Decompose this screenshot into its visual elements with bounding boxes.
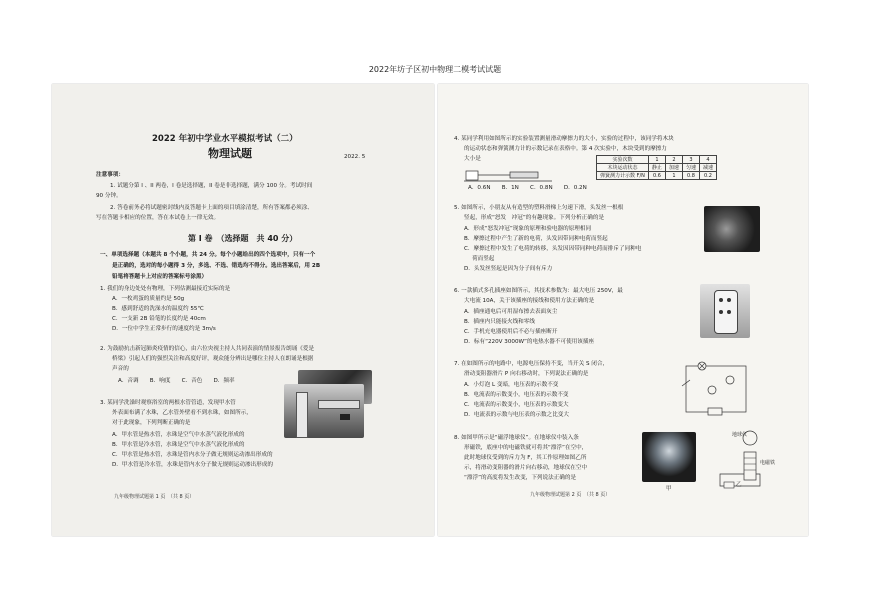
exam-title: 2022 年初中学业水平模拟考试（二）	[152, 134, 298, 144]
subject-title: 物理试题	[208, 147, 252, 160]
question-3-line-3: 对于此现象，下列判断正确的是	[112, 420, 191, 426]
question-6-option-a: A．插座通电后可用湿布擦去表面灰尘	[464, 309, 558, 315]
table-cell: 1	[665, 172, 682, 180]
question-7-option-a: A．小灯泡 L 变暗，电压表的示数不变	[464, 382, 559, 388]
note-1-line-2: 90 分钟。	[96, 193, 122, 199]
question-5-option-b: B．摩擦过程中产生了新的电荷，头发因带同种电荷而竖起	[464, 236, 608, 242]
question-8-line-2: 形磁铁，底座中的电磁铁就可将其“漂浮”在空中，	[464, 445, 588, 451]
water-pipe-photo	[284, 384, 364, 438]
figure-8-label-yi: 乙	[736, 482, 742, 488]
question-5-option-a: A．形成“怒发冲冠”现象的原理和验电器的原理相同	[464, 226, 592, 232]
table-row	[597, 156, 717, 164]
question-2-line-3: 声音的	[112, 366, 129, 372]
table-header: 3	[682, 156, 699, 164]
exam-page-1	[52, 84, 434, 536]
figure-8-label-jia: 甲	[666, 486, 672, 492]
table-cell: 0.8	[682, 172, 699, 180]
question-3-option-c: C．甲水管是热水管，水珠是管内水分子做无规则运动渗出形成的	[112, 452, 273, 458]
question-3-line-2: 外表面布满了水珠，乙水管外壁看不到水珠，如图所示，	[112, 410, 252, 416]
question-4-line-3: 大小是	[464, 156, 481, 162]
question-7-line-1: 7. 在如图所示的电路中，电源电压保持不变，当开关 S 闭合，	[454, 361, 609, 367]
question-4-options: A．0.6N B．1N C．0.8N D．0.2N	[468, 185, 587, 191]
question-1-option-a: A．一枚鸡蛋的质量约是 50g	[112, 296, 185, 302]
friction-apparatus-figure	[464, 166, 554, 184]
question-6-line-2: 大电流 10A，关于该插座的接线和使用方法正确的是	[464, 298, 595, 304]
page-1-footer: 九年级物理试题第 1 页 （共 8 页）	[114, 494, 195, 500]
table-header: 1	[648, 156, 665, 164]
question-6-option-b: B．插座内只能接火线和零线	[464, 319, 535, 325]
figure-8-label-globe: 地球仪	[732, 432, 748, 438]
question-5-line-2: 竖起，形成“怒发 冲冠”的有趣现象。下列分析正确的是	[464, 215, 605, 221]
question-2-line-1: 2. 为鼓励抗击新冠肺炎疫情的信心，由六位央视主持人共同表演的情景报告朗诵《爱是	[100, 346, 315, 352]
table-cell: 弹簧测力计示数 F/N	[597, 172, 649, 180]
question-6-option-c: C．手机充电器使用后不必与插座断开	[464, 329, 558, 335]
table-cell: 0.6	[648, 172, 665, 180]
section-heading: 第 I 卷 （选择题 共 40 分）	[188, 234, 298, 243]
table-row	[597, 172, 717, 180]
question-3-option-b: B．甲水管是冷水管，水珠是空气中水蒸气液化形成的	[112, 442, 245, 448]
question-6-option-d: D．标有“220V 3000W”的电热水器不可使用该插座	[464, 339, 595, 345]
question-8-line-5: “漂浮”的高度将发生改变，下列说法正确的是	[464, 475, 577, 481]
question-3-option-d: D．甲水管是冷水管，水珠是管内水分子做无规则运动渗出形成的	[112, 462, 273, 468]
figure-8-label-magnet: 电磁铁	[760, 460, 776, 466]
table-cell: 木块运动状态	[597, 164, 649, 172]
circuit-diagram	[678, 356, 756, 420]
experiment-table	[596, 155, 717, 180]
question-2-line-2: 桥梁》引起人们的强烈关注和高度好评，观众能分辨出是哪位主持人在朗诵是根据	[112, 356, 314, 362]
hair-static-photo	[704, 206, 760, 252]
question-1-option-d: D．一位中学生正常步行的速度约是 3m/s	[112, 326, 216, 332]
part-1-instruction-2: 是正确的，选对的每小题得 3 分，多选、不选、错选均不得分。选出答案后，用 2B	[112, 263, 321, 269]
question-7-option-d: D．电流表的示数与电压表的示数之比变大	[464, 412, 569, 418]
note-2-line-2: 写在答题卡相应的位置，答在本试卷上一律无效。	[96, 215, 220, 221]
question-1-option-c: C．一支新 2B 铅笔的长度约是 40cm	[112, 316, 206, 322]
question-5-line-1: 5. 如图所示，小朋友从有造型的塑料滑梯上匀速下滑，头发丝一根根	[454, 205, 624, 211]
maglev-globe-photo	[642, 432, 696, 482]
note-2-line-1: 2. 答卷前务必将试题密封线内及答题卡上面的项目填涂清楚，所有答案都必须涂、	[110, 205, 313, 211]
power-strip-photo	[700, 284, 750, 338]
note-1-line-1: 1. 试题分第 I 、II 两卷，I 卷是选择题，II 卷是非选择题，满分 100 分。考试时间	[110, 183, 313, 189]
notes-title: 注意事项：	[96, 172, 124, 178]
question-4-line-2: 的运动状态和弹簧测力计的示数记录在表格中。第 4 次实验中，木块受到的摩擦力	[464, 146, 667, 152]
table-header: 2	[665, 156, 682, 164]
table-header: 实验次数	[597, 156, 649, 164]
question-1-option-b: B．感到舒适的洗澡水的温度约 55℃	[112, 306, 204, 312]
page-2-footer: 九年级物理试题第 2 页 （共 8 页）	[530, 492, 611, 498]
exam-date: 2022. 5	[344, 154, 366, 160]
table-header: 4	[699, 156, 716, 164]
question-7-line-2: 滑动变阻器滑片 P 向右移动时，下列说法正确的是	[464, 371, 589, 377]
question-5-option-d: D．头发丝竖起是因为分子间有斥力	[464, 266, 553, 272]
question-2-options: A．音调 B．响度 C．音色 D．频率	[118, 378, 235, 384]
table-cell: 0.2	[699, 172, 716, 180]
table-cell: 加速	[665, 164, 682, 172]
exam-page-2	[438, 84, 808, 536]
question-5-option-c-line-2: 荷而竖起	[472, 256, 495, 262]
question-6-line-1: 6. 一款插式多孔插座如图所示，其技术参数为：最大电压 250V，最	[454, 288, 623, 294]
question-8-line-4: 示，将滑动变阻器的滑片向右移动，地球仪在空中	[464, 465, 588, 471]
table-row	[597, 164, 717, 172]
document-title: 2022年坊子区初中物理二模考试试题	[368, 65, 502, 74]
question-5-option-c-line-1: C．摩擦过程中发生了电荷的转移，头发因因带同种电荷而排斥了同种电	[464, 246, 642, 252]
question-3-line-1: 3. 某同学洗澡时观察浴室的两根水管管道，发现甲水管	[100, 400, 236, 406]
table-cell: 静止	[648, 164, 665, 172]
question-8-line-1: 8. 如图甲所示是“磁浮地球仪”。在地球仪中装入条	[454, 435, 579, 441]
table-cell: 匀速	[682, 164, 699, 172]
question-1: 1. 我们的身边处处有物理，下列估测最接近实际的是	[100, 286, 231, 292]
part-1-instruction-3: 铅笔将答题卡上对应的答案标号涂黑）	[112, 274, 208, 280]
question-4-line-1: 4. 某同学利用如图所示的实验装置测量滑动摩擦力的大小，实验的过程中，该同学将木块	[454, 136, 674, 142]
question-7-option-c: C．电流表的示数变小，电压表的示数变大	[464, 402, 569, 408]
question-3-option-a: A．甲水管是热水管，水珠是空气中水蒸气液化形成的	[112, 432, 245, 438]
part-1-instruction-1: 一、单项选择题（本题共 8 个小题，共 24 分。每个小题给出的四个选项中，只有一个	[100, 252, 316, 258]
table-cell: 减速	[699, 164, 716, 172]
question-8-line-3: 此时地球仪受到的斥力为 F，其工作原理如图乙所	[464, 455, 587, 461]
question-7-option-b: B．电流表的示数变小，电压表的示数不变	[464, 392, 569, 398]
